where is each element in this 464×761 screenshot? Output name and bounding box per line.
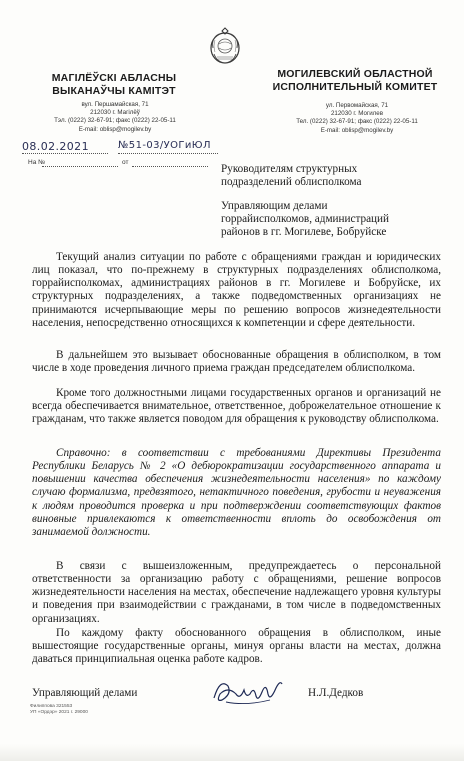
- body-paragraph-3: [32, 387, 441, 426]
- address-line: E-mail: oblisp@mogilev.by: [320, 126, 394, 134]
- signatory-name: Н.Л.Дедков: [308, 687, 364, 699]
- paragraph-text: Текущий анализ ситуации по работе с обращениями граждан и юридических лиц показал, что по-прежнему в структурных подразделениях облисполкома, горрайисполкомах, администрациях районов в гг. Могилеве и Бобруйске, их структурных подразделениях, а также подведомственных организациях не принимаются исчерпывающие меры по решению вопросов жизнедеятельности населения, непосредственно относящихся к компетенции и сфере деятельности.: [32, 251, 441, 329]
- reference-note-paragraph: [32, 447, 441, 539]
- address-line: 212030 г. Магілёў: [90, 109, 140, 117]
- date-underline: [22, 153, 108, 154]
- recipient-line: Управляющим делами: [221, 200, 328, 212]
- address-belarusian: [40, 101, 190, 134]
- org-name-line: МАГІЛЁЎСКІ АБЛАСНЫ: [51, 72, 177, 84]
- paragraph-text: По каждому факту обоснованного обращения в облисполком, иные вышестоящие государственные органы, минуя органы власти на местах, должна даваться принципиальная оценка работе кадров.: [32, 627, 441, 666]
- handwritten-number: №51-03/УОГиЮЛ: [118, 140, 211, 151]
- org-name-line: ИСПОЛНИТЕЛЬНЫЙ КОМИТЕТ: [272, 81, 438, 93]
- paragraph-text: В дальнейшем это вызывает обоснованные обращения в облисполком, в том числе в ходе проведения личного приема граждан председателем облисполкома.: [32, 349, 441, 375]
- address-line: 212030 г. Могилев: [330, 110, 384, 118]
- paragraph-text: Справочно: в соответствии с требованиями Директивы Президента Республики Беларусь № 2 «О дебюрократизации государственного аппарата и повышении качества обеспечения жизнедеятельности населения» по каждому случаю формализма, предвзятого, нетактичного поведения, грубости и неуважения к людям проводится проверка и при подтверждении соответствующих фактов виновные привлекаются к ответственности вплоть до освобождения от занимаемой должности.: [32, 447, 441, 538]
- paragraph-text: Кроме того должностными лицами государственных органов и организаций не всегда обеспечивается внимательное, ответственное, доброжелательное отношение к гражданам, что также является поводом для обращения к руководству облисполкома.: [32, 387, 441, 426]
- body-paragraph-1: [32, 251, 441, 330]
- handwritten-signature: [206, 672, 286, 710]
- org-name-russian: [262, 68, 448, 94]
- recipient-line: подразделений облисполкома: [221, 176, 362, 189]
- reply-date-label: от: [122, 159, 129, 166]
- signatory-role: Управляющий делами: [32, 687, 138, 699]
- recipient-line: районов в гг. Могилеве, Бобруйске: [221, 226, 387, 239]
- recipient-line: Руководителям структурных: [221, 163, 358, 175]
- handwritten-date: 08.02.2021: [22, 140, 89, 153]
- org-name-line: ВЫКАНАЎЧЫ КАМІТЭТ: [52, 85, 176, 97]
- reply-number-underline: [42, 166, 118, 167]
- registration-block: [22, 140, 220, 172]
- recipient-block-1: [221, 163, 441, 189]
- body-paragraph-6: [32, 627, 441, 666]
- executor-footnote: [30, 704, 88, 716]
- body-paragraph-5: [32, 560, 441, 626]
- scan-bottom-edge: [0, 744, 464, 761]
- address-line: Тэл. (0222) 32-67-91; факс (0222) 22-05-11: [54, 117, 176, 125]
- number-underline: [118, 153, 218, 154]
- reply-to-number-label: На №: [28, 159, 46, 166]
- body-paragraph-2: [32, 349, 441, 375]
- address-line: E-mail: oblisp@mogilev.by: [78, 125, 152, 133]
- recipient-line: горрайисполкомов, администраций: [221, 213, 390, 226]
- reply-date-underline: [132, 166, 208, 167]
- recipient-block-2: [221, 200, 443, 240]
- address-line: Тел. (0222) 32-67-91; факс (0222) 22-05-11: [296, 118, 418, 126]
- address-line: ул. Первомайская, 71: [325, 102, 389, 109]
- coat-of-arms-emblem: [207, 26, 243, 66]
- paragraph-text: В связи с вышеизложенным, предупреждаетесь о персональной ответственности за организацию работу с обращениями, решение вопросов жизнедеятельности населения на местах, обеспечение надлежащего уровня культуры и поведения при взаимодействии с гражданами, в том числе в подведомственных организациях.: [32, 560, 441, 625]
- address-line: вул. Першамайская, 71: [81, 101, 149, 108]
- org-name-belarusian: [28, 72, 200, 98]
- footnote-line: УП «Ордэр» 2021 г. 29000: [30, 710, 88, 715]
- org-name-line: МОГИЛЕВСКИЙ ОБЛАСТНОЙ: [277, 68, 433, 80]
- address-russian: [273, 102, 441, 135]
- footnote-line: Филиппова 321553: [30, 704, 73, 709]
